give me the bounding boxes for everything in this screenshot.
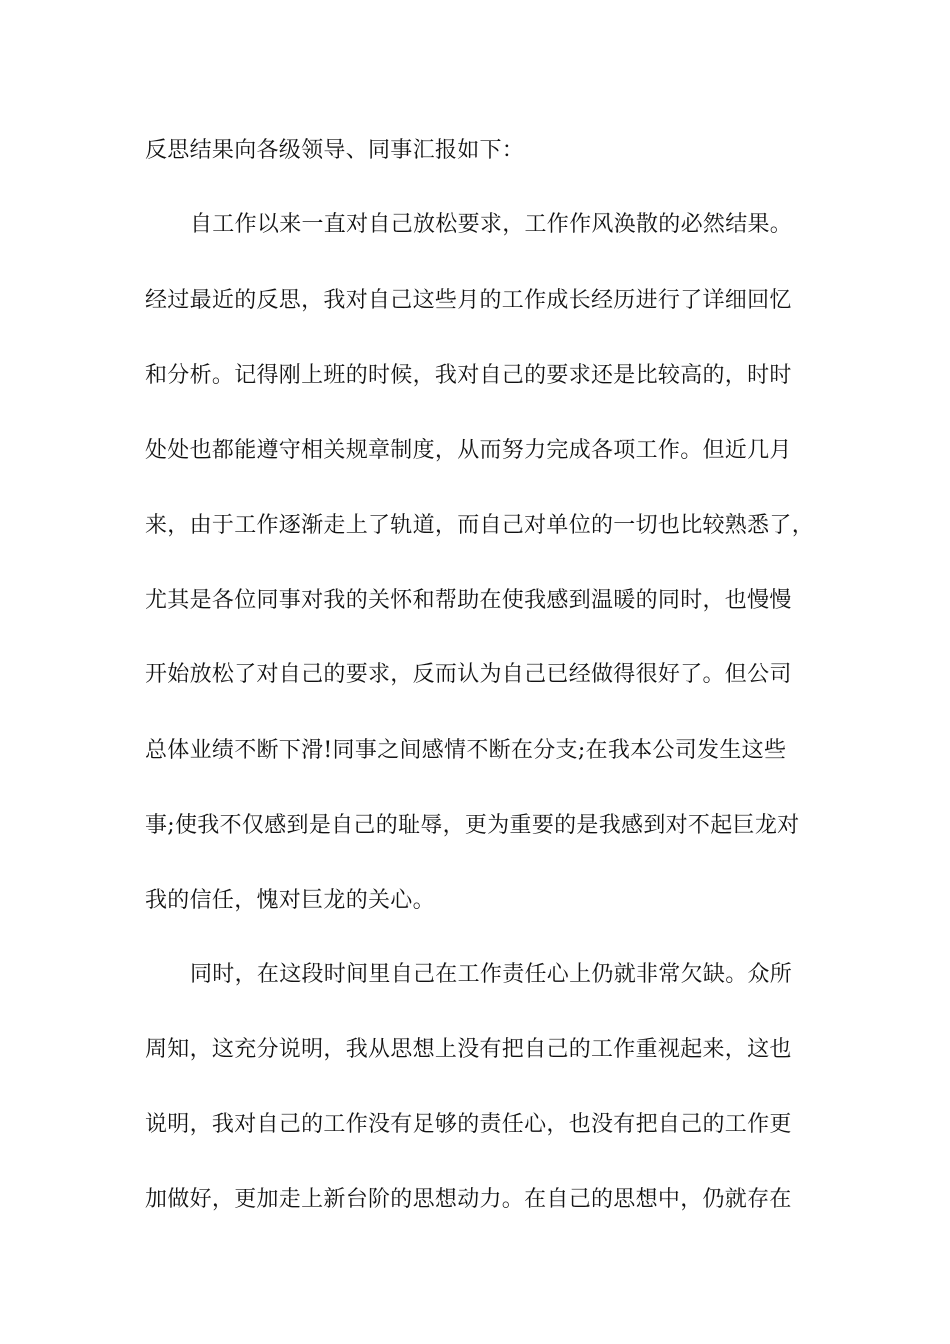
text-line: 经过最近的反思，我对自己这些月的工作成长经历进行了详细回忆: [145, 288, 792, 313]
text-line: 反思结果向各级领导、同事汇报如下：: [145, 138, 525, 163]
text-line: 总体业绩不断下滑!同事之间感情不断在分支;在我本公司发生这些: [145, 738, 787, 763]
text-line: 周知，这充分说明，我从思想上没有把自己的工作重视起来，这也: [145, 1037, 792, 1062]
text-line: 说明，我对自己的工作没有足够的责任心，也没有把自己的工作更: [145, 1112, 792, 1137]
text-line: 来，由于工作逐渐走上了轨道，而自己对单位的一切也比较熟悉了，: [145, 513, 815, 538]
text-line: 事;使我不仅感到是自己的耻辱，更为重要的是我感到对不起巨龙对: [145, 813, 800, 838]
text-line: 开始放松了对自己的要求，反而认为自己已经做得很好了。但公司: [145, 662, 792, 687]
text-line: 尤其是各位同事对我的关怀和帮助在使我感到温暖的同时，也慢慢: [145, 588, 792, 613]
text-line: 加做好，更加走上新台阶的思想动力。在自己的思想中，仍就存在: [145, 1187, 792, 1212]
text-line: 我的信任，愧对巨龙的关心。: [145, 888, 435, 913]
text-line: 和分析。记得刚上班的时候，我对自己的要求还是比较高的，时时: [145, 363, 792, 388]
paragraph-first-line: 同时，在这段时间里自己在工作责任心上仍就非常欠缺。众所: [190, 962, 793, 987]
text-line: 处处也都能遵守相关规章制度，从而努力完成各项工作。但近几月: [145, 438, 792, 463]
paragraph-first-line: 自工作以来一直对自己放松要求，工作作风涣散的必然结果。: [190, 212, 793, 237]
